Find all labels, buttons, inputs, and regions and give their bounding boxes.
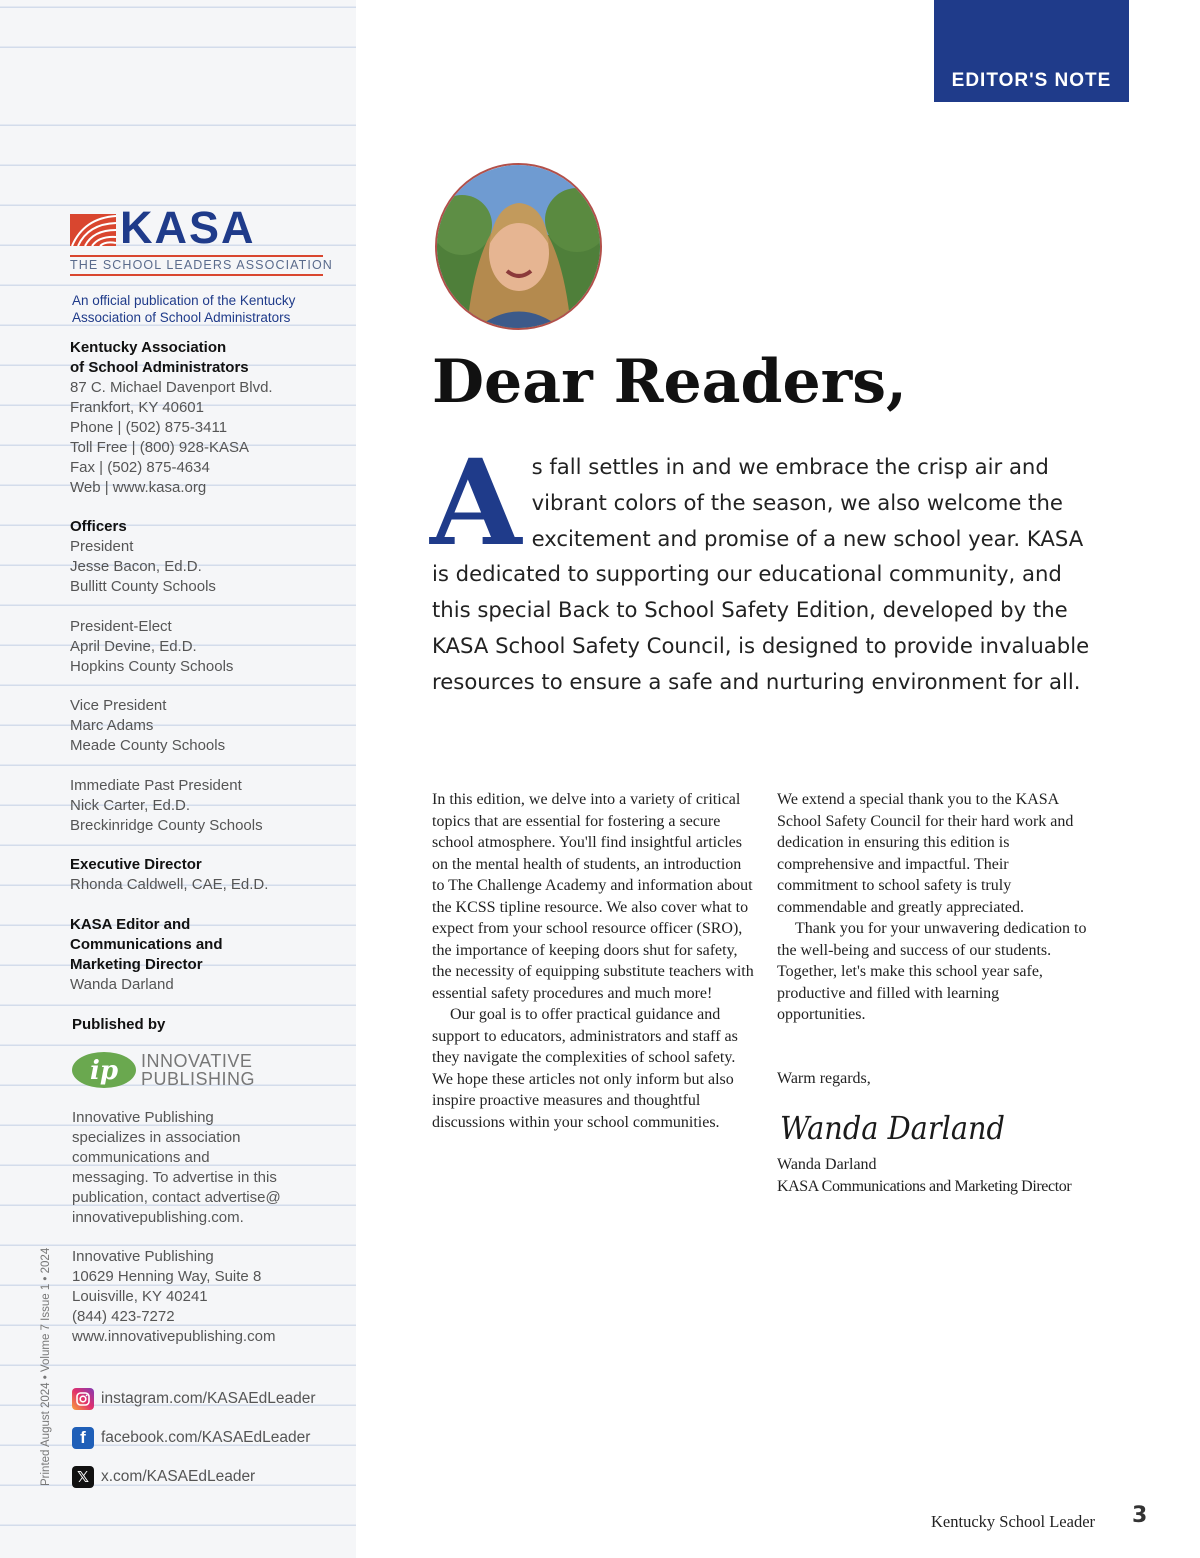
svg-text:ip: ip: [89, 1056, 119, 1086]
officer-role: Vice President: [70, 697, 167, 714]
editor-block: [70, 915, 340, 995]
intro-text: s fall settles in and we embrace the crisp air and vibrant colors of the season, we also welcome the excitement and promise of a new school year. KASA is dedicated to supporting our educational community, and this special Back to School Safety Edition, developed by the KASA School Safety Council, is designed to provide invaluable resources to ensure a safe and nurturing environment for all.: [432, 454, 1090, 694]
publisher-mark-icon: [71, 1050, 137, 1090]
body-column-right: [777, 789, 1089, 1026]
official-line: An official publication of the Kentucky: [72, 293, 296, 308]
signature-text: Wanda Darland: [780, 1109, 1005, 1147]
officer-name: April Devine, Ed.D.: [70, 638, 197, 655]
facebook-link[interactable]: [72, 1427, 310, 1449]
innovative-publishing-logo: [71, 1050, 255, 1090]
instagram-icon: [72, 1388, 94, 1410]
published-by: [72, 1015, 342, 1035]
publisher-address-line: www.innovativepublishing.com: [72, 1328, 276, 1345]
officer-name: Marc Adams: [70, 717, 154, 734]
section-tab: [934, 0, 1129, 102]
publication-name: Kentucky School Leader: [931, 1512, 1096, 1531]
org-web: Web | www.kasa.org: [70, 479, 207, 496]
editor-heading: Marketing Director: [70, 956, 203, 973]
instagram-handle: instagram.com/KASAEdLeader: [101, 1390, 316, 1407]
officers-heading: Officers: [70, 518, 127, 535]
masthead-sidebar: [0, 0, 356, 1558]
page-number: 3: [1132, 1503, 1148, 1528]
officer-role: Immediate Past President: [70, 777, 242, 794]
handwritten-signature: [780, 1103, 1020, 1156]
section-tab-label: EDITOR'S NOTE: [951, 70, 1112, 91]
publisher-desc-line: innovativepublishing.com.: [72, 1209, 244, 1226]
officer-role: President-Elect: [70, 618, 172, 635]
publisher-address-line: Louisville, KY 40241: [72, 1288, 208, 1305]
officer-name: Nick Carter, Ed.D.: [70, 797, 191, 814]
org-name: of School Administrators: [70, 359, 249, 376]
publisher-word: INNOVATIVE: [141, 1051, 253, 1071]
published-by-heading: Published by: [72, 1016, 166, 1033]
exec-name: Rhonda Caldwell, CAE, Ed.D.: [70, 876, 269, 893]
publisher-address-line: Innovative Publishing: [72, 1248, 214, 1265]
x-icon: 𝕏: [72, 1466, 94, 1488]
logo-wordmark: KASA: [120, 202, 256, 253]
publisher-address-line: (844) 423-7272: [72, 1308, 175, 1325]
body-paragraph: In this edition, we delve into a variety of critical topics that are essential for fostering a secure school atmosphere. You'll find insightful articles on the mental health of students, an introduction to The Challenge Academy and information about the KCSS tipline resource. We also cover what to expect from your school resource officer (SRO), the importance of keeping doors shut for safety, the necessity of equipping substitute teachers with essential safety procedures and much more!: [432, 791, 754, 1002]
officer-org: Breckinridge County Schools: [70, 817, 263, 834]
org-address: 87 C. Michael Davenport Blvd.: [70, 379, 273, 396]
official-publication-note: [72, 292, 332, 326]
signer-block: [777, 1154, 1107, 1197]
kasa-mark-icon: [70, 208, 118, 248]
instagram-link[interactable]: [72, 1388, 316, 1410]
publisher-address: [72, 1247, 342, 1347]
officer-president: [70, 517, 340, 597]
drop-cap: A: [430, 433, 522, 572]
author-portrait-icon: [437, 165, 600, 328]
x-handle: x.com/KASAEdLeader: [101, 1468, 256, 1485]
org-fax: Fax | (502) 875-4634: [70, 459, 210, 476]
publisher-wordmark: [141, 1052, 255, 1088]
officer-org: Hopkins County Schools: [70, 658, 234, 675]
intro-paragraph: [430, 433, 1096, 700]
signer-title: KASA Communications and Marketing Director: [777, 1177, 1072, 1195]
body-paragraph: Thank you for your unwavering dedication to the well-being and success of our students. Together, let's make this school year safe, productive and filled with learning opportunities.: [777, 920, 1087, 1023]
publisher-address-line: 10629 Henning Way, Suite 8: [72, 1268, 262, 1285]
officer-org: Meade County Schools: [70, 737, 226, 754]
org-city: Frankfort, KY 40601: [70, 399, 204, 416]
closing: Warm regards,: [777, 1070, 871, 1087]
org-phone: Phone | (502) 875-3411: [70, 419, 228, 436]
publisher-desc-line: Innovative Publishing: [72, 1109, 214, 1126]
officer-role: President: [70, 538, 134, 555]
publisher-desc-line: messaging. To advertise in this: [72, 1169, 277, 1186]
officer-name: Jesse Bacon, Ed.D.: [70, 558, 202, 575]
body-paragraph: We extend a special thank you to the KASA School Safety Council for their hard work and dedication in ensuring this edition is comprehensive and impactful. Their commitment to school safety is truly commendable and greatly appreciated.: [777, 791, 1074, 916]
editor-heading: KASA Editor and: [70, 916, 191, 933]
official-line: Association of School Administrators: [72, 310, 291, 325]
body-column-left: [432, 789, 754, 1133]
officer-vice-president: [70, 696, 340, 756]
org-tollfree: Toll Free | (800) 928-KASA: [70, 439, 249, 456]
publisher-description: [72, 1108, 342, 1228]
body-paragraph: Our goal is to offer practical guidance and support to educators, administrators and staff as they navigate the complexities of school safety. We hope these articles not only inform but also inspire proactive measures and thoughtful discussions within your school communities.: [432, 1006, 738, 1131]
logo-tagline: THE SCHOOL LEADERS ASSOCIATION: [70, 255, 323, 276]
officer-past-president: [70, 776, 340, 836]
facebook-icon: f: [72, 1427, 94, 1449]
author-photo: [435, 163, 602, 330]
signature-image: [780, 1103, 1020, 1151]
signer-name: Wanda Darland: [777, 1156, 877, 1173]
editor-heading: Communications and: [70, 936, 223, 953]
page-title: Dear Readers,: [432, 347, 907, 417]
exec-heading: Executive Director: [70, 856, 202, 873]
org-contact-block: [70, 338, 340, 498]
publisher-desc-line: publication, contact advertise@: [72, 1189, 281, 1206]
publisher-desc-line: specializes in association: [72, 1129, 241, 1146]
officer-org: Bullitt County Schools: [70, 578, 216, 595]
print-info: Printed August 2024 • Volume 7 Issue 1 • 2024: [40, 1247, 52, 1486]
officer-president-elect: [70, 617, 340, 677]
kasa-logo: [70, 202, 333, 276]
publisher-word: PUBLISHING: [141, 1069, 256, 1089]
publisher-desc-line: communications and: [72, 1149, 210, 1166]
facebook-handle: facebook.com/KASAEdLeader: [101, 1429, 311, 1446]
executive-director: [70, 855, 340, 895]
org-name: Kentucky Association: [70, 339, 227, 356]
editor-name: Wanda Darland: [70, 976, 174, 993]
x-link[interactable]: [72, 1466, 255, 1488]
